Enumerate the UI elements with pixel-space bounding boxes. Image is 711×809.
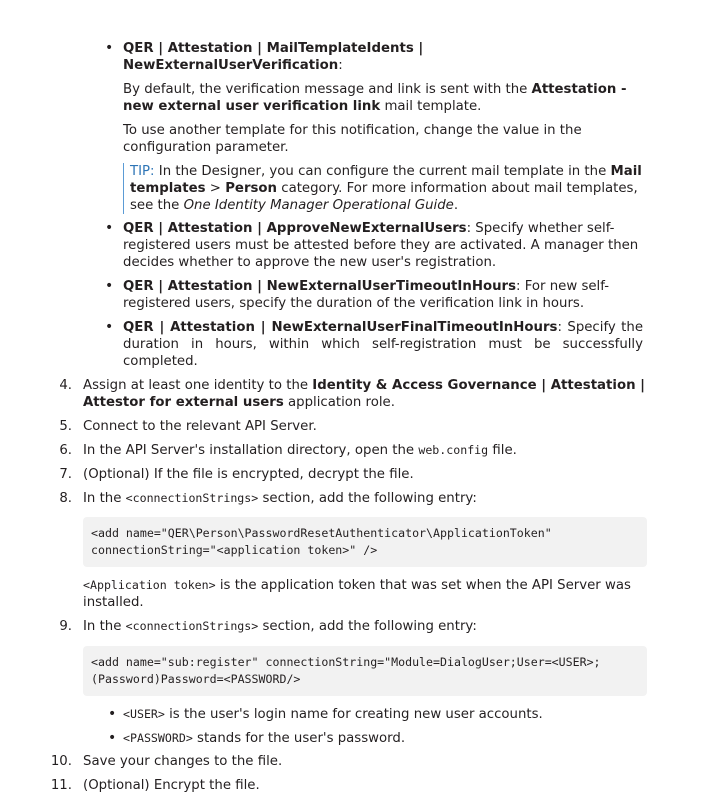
bullet-mark: • [105,319,114,335]
param-timeout-desc: : For new self-registered users, specify the duration of the verification link in hours. [123,279,610,311]
tip-text: In the Designer, you can configure the current mail template in the [154,164,611,179]
param-final-timeout-desc: : Specify the duration in hours, within which self-registration must be successfully completed. [123,320,644,369]
param-timeout: QER | Attestation | NewExternalUserTimeoutInHours [123,279,517,294]
sub-bullet-password-text: stands for the user's password. [192,731,406,746]
step-number: 7. [59,467,72,482]
step-number: 10. [50,754,72,769]
step-10: Save your changes to the file. [83,754,283,769]
step-9-suffix: section, add the following entry: [258,619,477,634]
tip-label: TIP: [130,164,155,179]
step-6-suffix: file. [488,443,517,458]
step-4-role: Identity & Access Governance | Attestation | Attestor for external users [83,378,646,410]
step-number: 6. [59,443,72,458]
step-7: (Optional) If the file is encrypted, decrypt the file. [83,467,414,482]
tip-person: Person [225,181,278,196]
application-token-code: <Application token> [83,578,216,592]
tip-mail-templates: Mail templates [130,164,642,196]
password-placeholder-code: <PASSWORD> [123,731,193,745]
step-9-text: In the [83,619,126,634]
verification-template-name: Attestation - new external user verification link [123,82,627,114]
bullet-mark: • [105,278,114,294]
code-block-application-token: <add name="QER\Person\PasswordResetAuthenticator\ApplicationToken" connectionString="<application token>" /> [83,517,647,567]
param-approve-desc: : Specify whether self-registered users must be attested before they are activated. A manager then decides whether to approve the new user's registration. [123,221,639,270]
connection-strings-code: <connectionStrings> [125,619,259,633]
web-config-code: web.config [418,443,489,457]
verification-text: By default, the verification message and link is sent with the [123,82,532,97]
step-6 [83,442,653,459]
step-4 [83,377,653,411]
step-4-text: Assign at least one identity to the [83,378,313,393]
step-6-text: In the API Server's installation directory, open the [83,443,419,458]
verification-suffix: mail template. [380,99,482,114]
step-8-note [83,577,653,611]
bullet-mark: • [108,706,117,722]
tip-guide-title: One Identity Manager Operational Guide [183,198,454,213]
step-8-text: In the [83,491,126,506]
tip-end: . [453,198,459,213]
param-path-line2: NewExternalUserVerification [123,58,339,73]
bullet-mark: • [105,220,114,236]
bullet-approve [123,220,643,271]
param-colon: : [338,58,343,73]
bullet-timeout [123,278,643,312]
bullet-mark: • [108,730,117,746]
verification-paragraph [123,81,643,115]
template-paragraph: To use another template for this notification, change the value in the configuration parameter. [123,123,582,155]
step-11: (Optional) Encrypt the file. [83,778,260,793]
param-final-timeout: QER | Attestation | NewExternalUserFinalTimeoutInHours [123,320,558,335]
sub-bullet-user [123,706,643,723]
param-approve: QER | Attestation | ApproveNewExternalUsers [123,221,467,236]
user-placeholder-code: <USER> [123,707,165,721]
bullet-final-timeout [123,319,643,370]
step-number: 4. [59,378,72,393]
step-number: 5. [59,419,72,434]
param-path-line1: QER | Attestation | MailTemplateIdents | [123,41,424,56]
step-4-suffix: application role. [283,395,395,410]
bullet-mark: • [105,40,114,56]
step-8-suffix: section, add the following entry: [258,491,477,506]
tip-sep: > [205,181,226,196]
sub-bullet-user-text: is the user's login name for creating new user accounts. [164,707,543,722]
step-9 [83,618,653,635]
bullet-mailtemplateidents [123,40,643,74]
code-block-sub-register: <add name="sub:register" connectionString="Module=DialogUser;User=<USER>; (Password)Password=<PASSWORD/> [83,646,647,696]
tip-box [123,163,650,214]
step-number: 11. [50,778,72,793]
step-8 [83,490,653,507]
sub-bullet-password [123,730,643,747]
tip-text2: category. For more information about mail templates, see the [130,181,638,213]
connection-strings-code: <connectionStrings> [125,491,259,505]
step-8-note-text: is the application token that was set when the API Server was installed. [83,578,631,610]
step-number: 8. [59,491,72,506]
step-number: 9. [59,619,72,634]
step-5: Connect to the relevant API Server. [83,419,317,434]
